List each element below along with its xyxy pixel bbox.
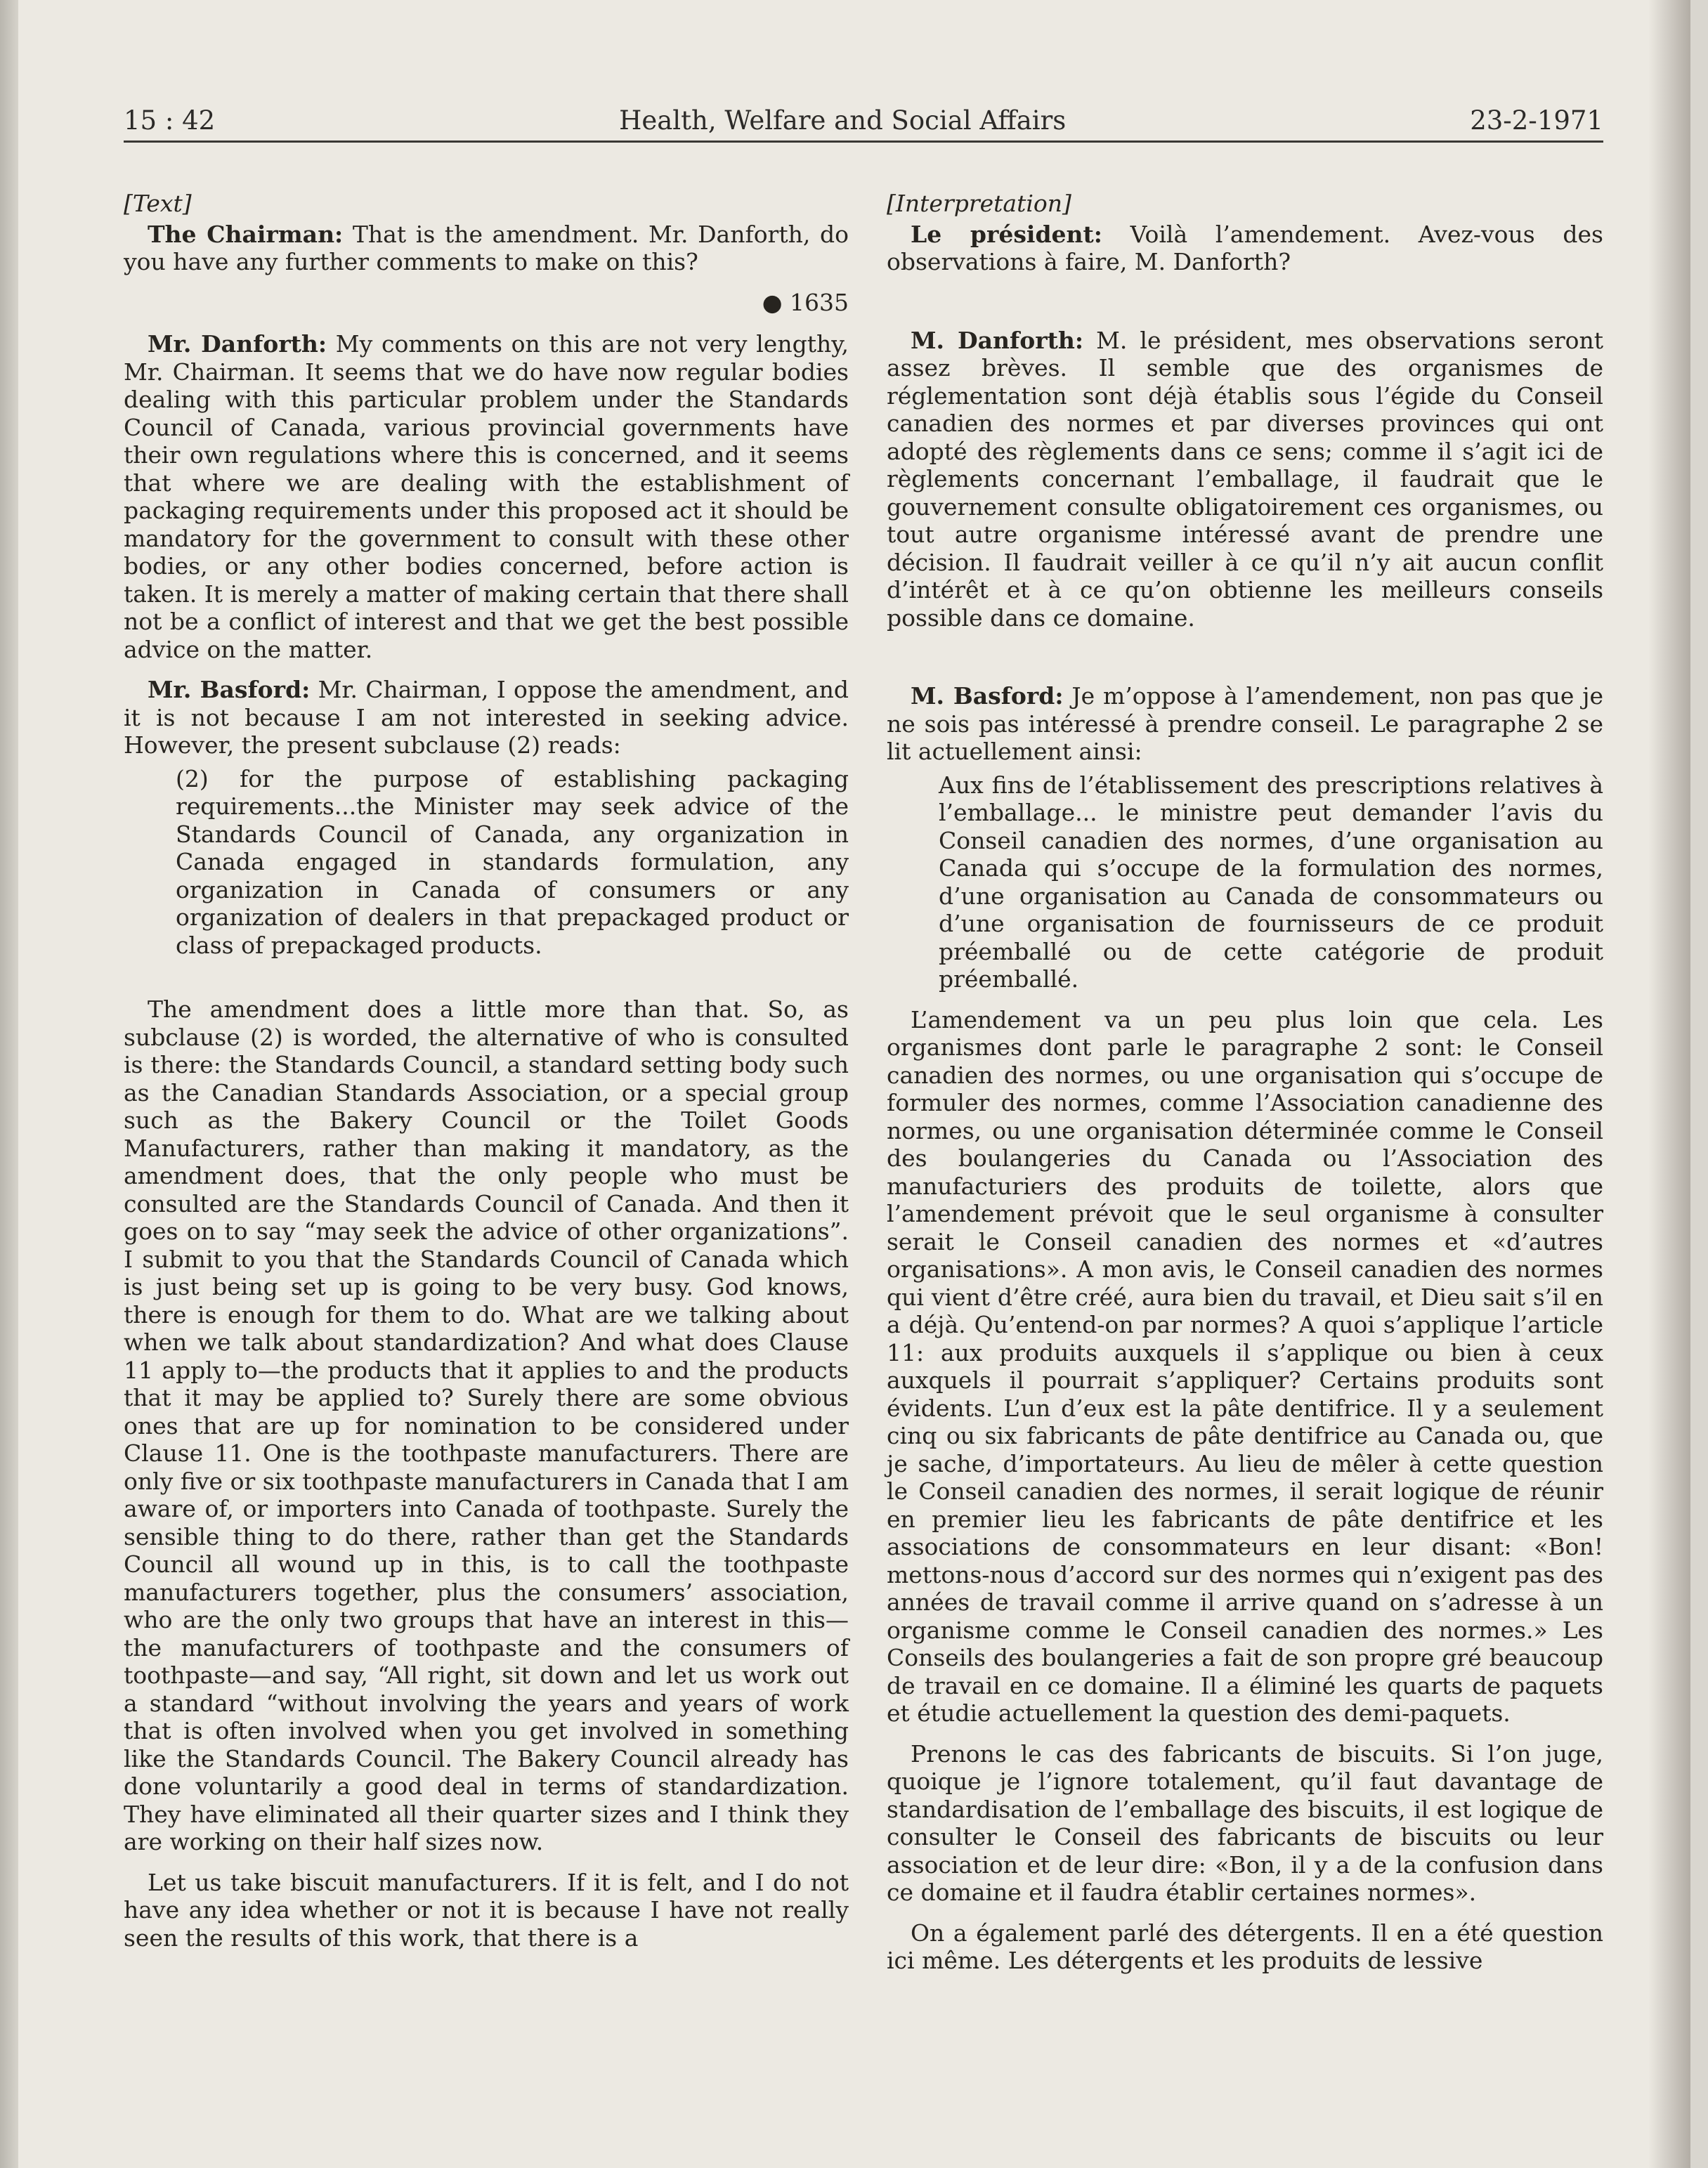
subclause-quote: (2) for the purpose of establishing packaging requirements...the Minister may seek advice of the Standards Council of Canada, any organization in Canada engaged in standards formulation, any organization in Canada of consumers or any organization of dealers in that prepackaged product or class of prepackaged products. [176, 764, 849, 959]
header-rule [124, 141, 1603, 143]
speech-text: Mr. Chairman, I oppose the amendment, and it is not because I am not interested in seeking advice. However, the present subclause (2) reads: [124, 676, 849, 759]
paragraph-chairman [124, 221, 849, 276]
text-tag: [Text] [124, 190, 192, 217]
page-binding-shadow [0, 0, 18, 2168]
speech-text: M. le président, mes observations seront assez brèves. Il semble que des organismes de réglementation sont déjà établis sous l’égide du Conseil canadien des normes et par diverses provinces qui ont adopté des règlements dans ce sens; comme il s’agit ici de règlements concernant l’emballage, il faudrait que le gouvernement consulte obligatoirement ces organismes, ou tout autre organisme intéressé avant de prendre une décision. Il faudrait veiller à ce qu’il n’y ait aucun conflit d’intérêt et à ce qu’on obtienne les meilleurs conseils possible dans ce domaine. [887, 326, 1603, 632]
speaker-name: Mr. Basford: [148, 676, 311, 703]
speech-text: My comments on this are not very lengthy, Mr. Chairman. It seems that we do have now regular bodies dealing with this particular problem under the Standards Council of Canada, various provincial governments have their own regulations where this is concerned, and it seems that where we are dealing with the establishment of packaging requirements under this proposed act it should be mandatory for the government to consult with these other bodies, or any other bodies concerned, before action is taken. It is merely a matter of making certain that there shall not be a conflict of interest and that we get the best possible advice on the matter. [124, 330, 849, 663]
paragraph-detergents: On a également parlé des détergents. Il en a été question ici même. Les détergents et les produits de lessive [887, 1919, 1603, 1974]
paragraph-basford-fr [887, 682, 1603, 766]
paragraph-basford [124, 676, 849, 759]
speaker-name: M. Danforth: [911, 326, 1084, 354]
speaker-name: M. Basford: [911, 682, 1064, 710]
interpretation-tag: [Interpretation] [887, 190, 1071, 217]
speech-text: That is the amendment. Mr. Danforth, do you have any further comments to make on this? [124, 220, 849, 275]
paragraph-biscuits: Let us take biscuit manufacturers. If it is felt, and I do not have any idea whether or not it is because I have not really seen the results of this work, that there is a [124, 1868, 849, 1952]
running-header [124, 105, 1603, 136]
paragraph-danforth [124, 330, 849, 663]
speaker-name: Le président: [911, 220, 1102, 248]
french-column [887, 190, 1603, 1975]
english-column [124, 190, 849, 1952]
paragraph-danforth-fr [887, 327, 1603, 632]
header-date: 23-2-1971 [1470, 105, 1603, 136]
page-number: 15 : 42 [124, 105, 216, 136]
speaker-name: Mr. Danforth: [148, 330, 327, 358]
page-edge-shadow [1648, 0, 1690, 2168]
subclause-quote-fr: Aux fins de l’établissement des prescriptions relatives à l’emballage... le ministre peut demander l’avis du Conseil canadien des normes, d’une organisation au Canada qui s’occupe de la formulation des normes, d’une organisation au Canada de consommateurs ou d’une organisation de fournisseurs de ce produit préemballé ou de cette catégorie de produit préemballé. [939, 771, 1603, 993]
paragraph-president [887, 221, 1603, 276]
time-marker: ● 1635 [762, 288, 849, 316]
paragraph-amendement: L’amendement va un peu plus loin que cela. Les organismes dont parle le paragraphe 2 sont: le Conseil canadien des normes, ou une organisation qui s’occupe de formuler des normes, comme l’Association canadienne des normes, ou une organisation déterminée comme le Conseil des boulangeries du Canada ou l’Association des manufacturiers des produits de toilette, alors que l’amendement prévoit que le seul organisme à consulter serait le Conseil canadien des normes et «d’autres organisations». A mon avis, le Conseil canadien des normes qui vient d’être créé, aura bien du travail, et Dieu sait s’il en a déjà. Qu’entend-on par normes? A quoi s’applique l’article 11: aux produits auxquels il s’applique ou bien à ceux auxquels il pourrait s’appliquer? Certains produits sont évidents. L’un d’eux est la pâte dentifrice. Il y a seulement cinq ou six fabricants de pâte dentifrice au Canada ou, que je sache, d’importateurs. Au lieu de mêler à cette question le Conseil canadien des normes, il serait logique de réunir en premier lieu les fabricants de pâte dentifrice et les associations de consommateurs en leur disant: «Bon! mettons-nous d’accord sur des normes qui n’exigent pas des années de travail comme il arrive quand on s’adresse à un organisme comme le Conseil canadien des normes.» Les Conseils des boulangeries a fait de son propre gré beaucoup de travail en ce domaine. Il a éliminé les quarts de paquets et étudie actuellement la question des demi-paquets. [887, 1005, 1603, 1727]
speech-text: Je m’oppose à l’amendement, non pas que je ne sois pas intéressé à prendre conseil. Le paragraphe 2 se lit actuellement ainsi: [887, 682, 1603, 765]
speaker-name: The Chairman: [148, 220, 344, 248]
journal-title: Health, Welfare and Social Affairs [619, 105, 1067, 136]
speech-text: Voilà l’amendement. Avez-vous des observations à faire, M. Danforth? [887, 220, 1603, 275]
paragraph-biscuits-fr: Prenons le cas des fabricants de biscuits. Si l’on juge, quoique je l’ignore totalement, qu’il faut davantage de standardisation de l’emballage des biscuits, il est logique de consulter le Conseil des fabricants de biscuits ou leur association et de leur dire: «Bon, il y a de la confusion dans ce domaine et il faudra établir certaines normes». [887, 1739, 1603, 1906]
paragraph-amendment: The amendment does a little more than that. So, as subclause (2) is worded, the alternative of who is consulted is there: the Standards Council, a standard setting body such as the Canadian Standards Association, or a special group such as the Bakery Council or the Toilet Goods Manufacturers, rather than making it mandatory, as the amendment does, that the only people who must be consulted are the Standards Council of Canada. And then it goes on to say “may seek the advice of other organizations”. I submit to you that the Standards Council of Canada which is just being set up is going to be very busy. God knows, there is enough for them to do. What are we talking about when we talk about standardization? And what does Clause 11 apply to—the products that it applies to and the products that it may be applied to? Surely there are some obvious ones that are up for nomination to be considered under Clause 11. One is the toothpaste manufacturers. There are only five or six toothpaste manufacturers in Canada that I am aware of, or importers into Canada of toothpaste. Surely the sensible thing to do there, rather than get the Standards Council all wound up in this, is to call the toothpaste manufacturers together, plus the consumers’ association, who are the only two groups that have an interest in this—the manufacturers of toothpaste and the consumers of toothpaste—and say, “All right, sit down and let us work out a standard “without involving the years and years of work that is often involved when you get involved in something like the Standards Council. The Bakery Council already has done voluntarily a good deal in terms of standardization. They have eliminated all their quarter sizes and I think they are working on their half sizes now. [124, 995, 849, 1855]
